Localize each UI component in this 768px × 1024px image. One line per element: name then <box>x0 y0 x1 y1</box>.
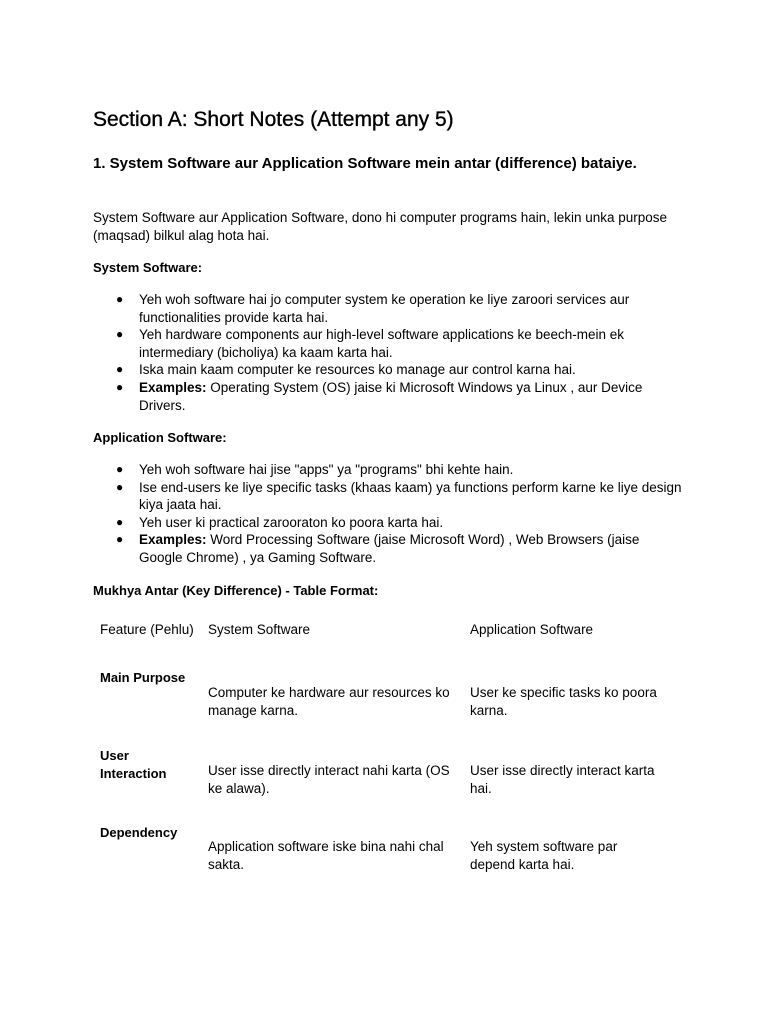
list-item: ● Iska main kaam computer ke resources ko manage aur control karna hai. <box>116 362 576 378</box>
bullet-icon: ● <box>116 532 124 547</box>
list-item: ● Examples: Operating System (OS) jaise ki Microsoft Windows ya Linux , aur Device Drivers. <box>116 379 643 413</box>
table-row-application: User isse directly interact karta hai. <box>470 763 655 796</box>
system-software-heading: System Software: <box>93 260 203 275</box>
list-item: ● Yeh hardware components aur high-level software applications ke beech-mein ek intermediary (bicholiya) ka kaam karta hai. <box>116 327 625 360</box>
table-row-application: Yeh system software par depend karta hai. <box>470 839 618 872</box>
list-item: ● Ise end-users ke liye specific tasks (khaas kaam) ya functions perform karne ke liye design kiya jaata hai. <box>116 479 682 513</box>
table-row-system: Computer ke hardware aur resources ko manage karna. <box>208 685 450 718</box>
table-row-feature: User Interaction <box>100 748 167 781</box>
table-row-system: User isse directly interact nahi karta (OS ke alawa). <box>208 763 450 796</box>
bullet-icon: ● <box>116 462 124 476</box>
list-item: ● Yeh woh software hai jo computer system ke operation ke liye zaroori services aur functionalities provide karta hai. <box>116 292 630 325</box>
list-item: ● Yeh woh software hai jise "apps" ya "programs" bhi kehte hain. <box>116 462 514 477</box>
bullet-icon: ● <box>116 327 124 342</box>
bullet-icon: ● <box>116 362 124 377</box>
system-software-list <box>93 291 683 414</box>
bullet-icon: ● <box>116 479 124 494</box>
question-heading: 1. System Software aur Application Software mein antar (difference) bataiye. <box>93 155 637 172</box>
list-item: ● Examples: Word Processing Software (jaise Microsoft Word) , Web Browsers (jaise Google Chrome) , ya Gaming Software. <box>116 532 640 565</box>
application-software-heading: Application Software: <box>93 430 227 445</box>
table-header-system: System Software <box>208 622 311 637</box>
application-software-list <box>93 461 683 567</box>
bullet-icon: ● <box>116 379 124 394</box>
table-heading: Mukhya Antar (Key Difference) - Table Format: <box>93 583 379 598</box>
table-row-feature: Main Purpose <box>100 670 186 685</box>
table-row-application: User ke specific tasks ko poora karna. <box>470 685 657 718</box>
table-row-system: Application software iske bina nahi chal sakta. <box>208 839 444 872</box>
bullet-icon: ● <box>116 514 124 529</box>
list-item: ● Yeh user ki practical zarooraton ko poora karta hai. <box>116 514 444 530</box>
table-header-feature: Feature (Pehlu) <box>100 622 194 637</box>
table-row-feature: Dependency <box>100 825 178 840</box>
section-title: Section A: Short Notes (Attempt any 5) <box>93 108 454 131</box>
bullet-icon: ● <box>116 292 124 306</box>
table-header-application: Application Software <box>470 622 594 637</box>
intro-paragraph: System Software aur Application Software, dono hi computer programs hain, lekin unka purpose (maqsad) bilkul alag hota hai. <box>93 210 668 243</box>
